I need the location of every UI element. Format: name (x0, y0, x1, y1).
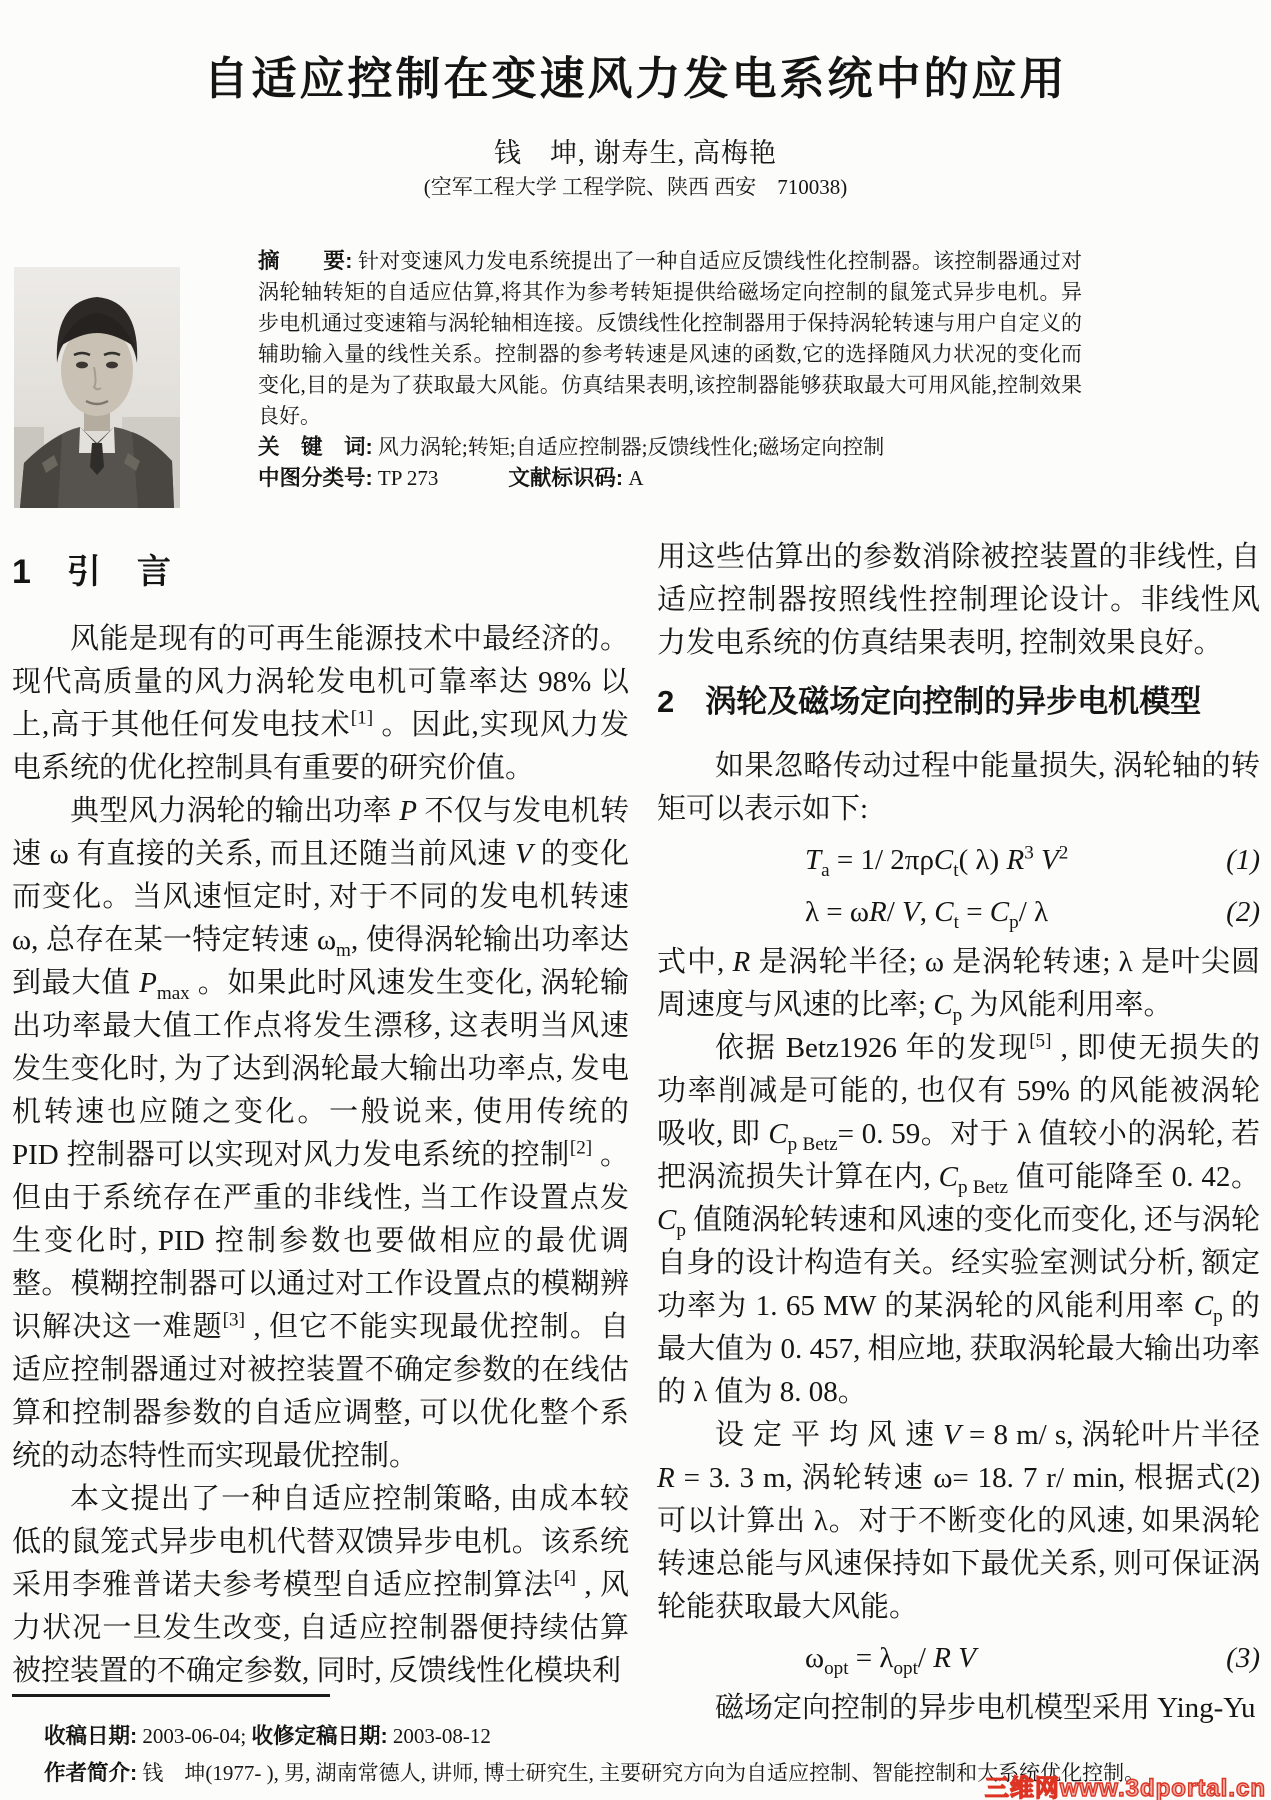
section-2-paragraph-1: 如果忽略传动过程中能量损失, 涡轮轴的转矩可以表示如下: (657, 750, 1260, 825)
revised-date-value: 2003-08-12 (392, 1724, 491, 1748)
author-portrait-image (14, 267, 180, 508)
equation-2-number: (2) (1226, 896, 1260, 928)
left-column (12, 550, 629, 1693)
equation-3 (657, 1635, 1260, 1681)
equation-2 (657, 889, 1260, 935)
keywords-line (258, 432, 1082, 463)
equation-3-body: $\omega_{opt} = \lambda_{opt}/$ R V (805, 1642, 976, 1679)
footnote-divider (12, 1694, 330, 1697)
section-1-paragraph-3: 本文提出了一种自适应控制策略, 由成本较低的鼠笼式异步电机代替双馈异步电机。该系统采用李雅普诺夫参考模型自适应控制算法[4] , 风力状况一旦发生改变, 自适应控制器便持续估算被控装置的不确定参数, 同时, 反馈线性化模块利 (12, 1483, 629, 1687)
doc-code-label: 文献标识码: (508, 466, 624, 490)
abstract-label: 摘 要: (258, 249, 353, 273)
section-2-continuation: 用这些估算出的参数消除被控装置的非线性, 自适应控制器按照线性控制理论设计。非线性风力发电系统的仿真结果表明, 控制效果良好。 (657, 541, 1260, 659)
section-1-paragraph-2: 典型风力涡轮的输出功率 P 不仅与发电机转速 ω 有直接的关系, 而且还随当前风速 V 的变化而变化。当风速恒定时, 对于不同的发电机转速 ω, 总存在某一特定转速 $\omega_m$, 使得涡轮输出功率达到最大值 $P_{max}$ 。如果此时风速发生变化, 涡轮输出功率最大值工作点将发生漂移, 这表明当风速发生变化时, 为了达到涡轮最大输出功率点, 发电机转速也应随之变化。一般说来, 使用传统的 PID 控制器可以实现对风力发电系统的控制[2] 。但由于系统存在严重的非线性, 当工作设置点发生变化时, PID 控制参数也要做相应的最优调整。模糊控制器可以通过对工作设置点的模糊辨识解决这一难题[3] , 但它不能实现最优控制。自适应控制器通过对被控装置不确定参数的在线估算和控制器参数的自适应调整, 可以优化整个系统的动态特性而实现最优控制。 (12, 795, 629, 1472)
affiliation-line: (空军工程大学 工程学院、陕西 西安 710038) (423, 175, 848, 199)
author-bio-label: 作者简介: (44, 1761, 138, 1785)
abstract-paragraph (258, 246, 1082, 432)
section-1-heading: 1 引 言 (12, 553, 172, 591)
abstract-block (258, 246, 1082, 494)
section-2-paragraph-2: 式中, R 是涡轮半径; ω 是涡轮转速; λ 是叶尖圆周速度与风速的比率; $C_p$ 为风能利用率。 (657, 946, 1260, 1026)
author-photo (14, 267, 180, 508)
section-2-paragraph-3: 依据 Betz1926 年的发现[5] , 即使无损失的功率削减是可能的, 也仅有 59% 的风能被涡轮吸收, 即 $C_{p Betz}= 0$. 59。对于 λ 值较小的涡轮, 若把涡流损失计算在内, $C_{p Betz}$ 值可能降至 0. 42。$C_p$ 值随涡轮转速和风速的变化而变化, 还与涡轮自身的设计构造有关。经实验室测试分析, 额定功率为 1. 65 MW 的某涡轮的风能利用率 $C_p$ 的最大值为 0. 457, 相应地, 获取涡轮最大输出功率的 λ 值为 8. 08。 (657, 1030, 1260, 1408)
equation-1 (657, 837, 1260, 883)
right-column (657, 536, 1260, 1730)
authors-line: 钱 坤, 谢寿生, 高梅艳 (494, 138, 777, 168)
section-2-heading: 2 涡轮及磁场定向控制的异步电机模型 (657, 684, 1202, 719)
author-bio-value: 钱 坤(1977- ), 男, 湖南常德人, 讲师, 博士研究生, 主要研究方向为自适应控制、智能控制和大系统优化控制。 (142, 1761, 1146, 1785)
equation-1-body: $T_a = 1/$ 2πρC$_t$( λ) $R^3$ $V^2$ (805, 842, 1069, 881)
equation-1-number: (1) (1226, 844, 1260, 876)
keywords-text: 风力涡轮;转矩;自适应控制器;反馈线性化;磁场定向控制 (377, 435, 885, 459)
section-2-paragraph-4: 设 定 平 均 风 速 V = 8 m/ s, 涡轮叶片半径 R = 3. 3 m, 涡轮转速 ω= 18. 7 r/ min, 根据式(2) 可以计算出 λ。对于不断变化的风速, 如果涡轮转速总能与风速保持如下最优关系, 则可保证涡轮能获取最大风能。 (657, 1419, 1260, 1623)
section-1-paragraph-1: 风能是现有的可再生能源技术中最经济的。现代高质量的风力涡轮发电机可靠率达 98% 以上,高于其他任何发电技术[1] 。因此,实现风力发电系统的优化控制具有重要的研究价值。 (12, 623, 629, 784)
equation-2-body: λ = ωR/ V, $C_t = C_p/$ λ (805, 896, 1049, 933)
revised-date-label: 收修定稿日期: (251, 1724, 388, 1748)
abstract-text: 针对变速风力发电系统提出了一种自适应反馈线性化控制器。该控制器通过对涡轮轴转矩的自适应估算,将其作为参考转矩提供给磁场定向控制的鼠笼式异步电机。异步电机通过变速箱与涡轮轴相连接。反馈线性化控制器用于保持涡轮转速与用户自定义的辅助输入量的线性关系。控制器的参考转速是风速的函数,它的选择随风力状况的变化而变化,目的是为了获取最大风能。仿真结果表明,该控制器能够获取最大可用风能,控制效果良好。 (258, 249, 1083, 428)
keywords-label: 关 键 词: (258, 435, 373, 459)
received-date-label: 收稿日期: (44, 1724, 138, 1748)
clc-label: 中图分类号: (258, 466, 373, 490)
clc-value: TP 273 (377, 466, 439, 490)
equation-3-number: (3) (1226, 1642, 1260, 1674)
section-2-paragraph-5: 磁场定向控制的异步电机模型采用 Ying-Yu (715, 1692, 1256, 1724)
page-title: 自适应控制在变速风力发电系统中的应用 (203, 53, 1068, 104)
dates-line (44, 1718, 1266, 1755)
doc-code-value: A (628, 466, 644, 490)
site-watermark: 三维网www.3dportal.cn (984, 1775, 1266, 1800)
clc-line (258, 463, 1082, 494)
received-date-value: 2003-06-04; (142, 1724, 247, 1748)
